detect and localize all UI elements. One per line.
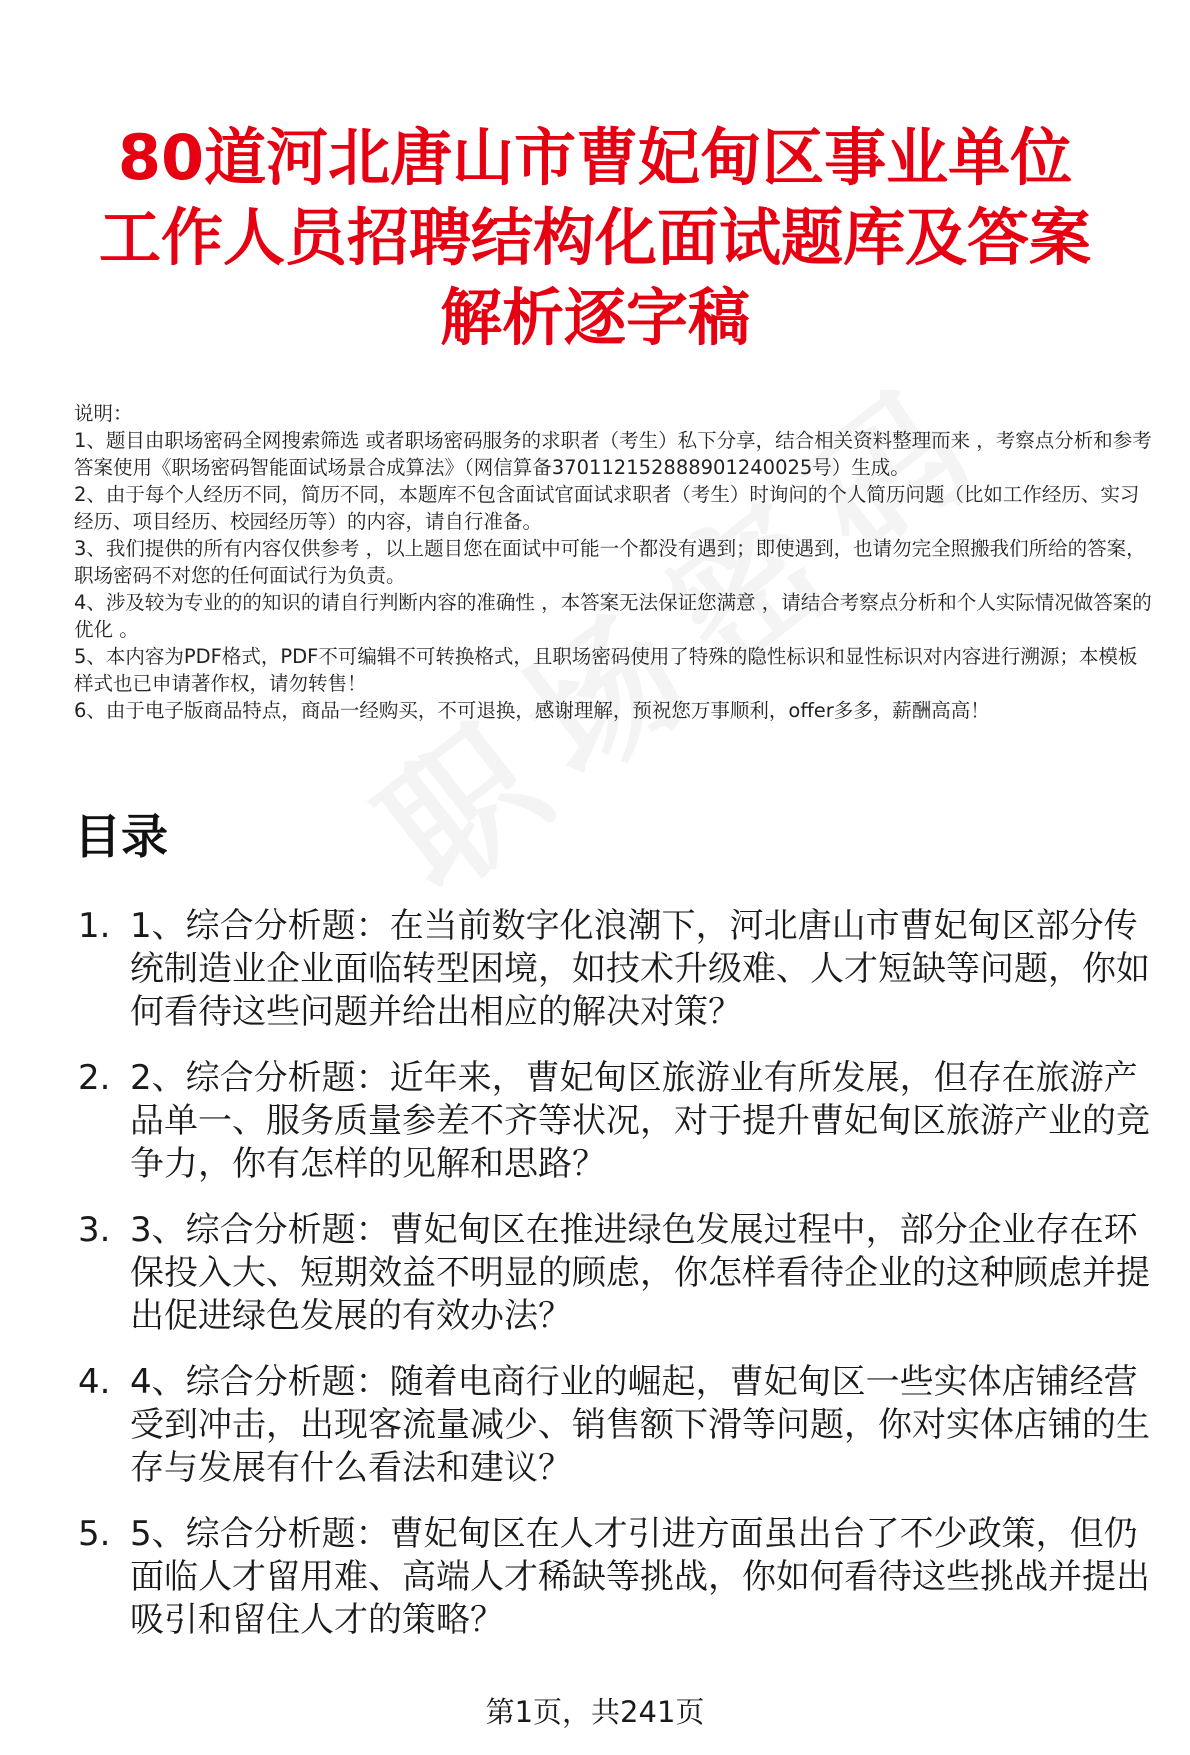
toc-item-text[interactable]: 1、综合分析题：在当前数字化浪潮下，河北唐山市曹妃甸区部分传统制造业企业面临转型困境，如技术升级难、人才短缺等问题，你如何看待这些问题并给出相应的解决对策？ [130, 906, 1150, 1032]
toc-item[interactable] [78, 1209, 1168, 1338]
toc-item-number: 4. [78, 1362, 111, 1402]
toc-item-number: 5. [78, 1514, 111, 1554]
toc-item-text[interactable]: 2、综合分析题：近年来，曹妃甸区旅游业有所发展，但存在旅游产品单一、服务质量参差不齐等状况，对于提升曹妃甸区旅游产业的竞争力，你有怎样的见解和思路？ [130, 1058, 1150, 1184]
toc-item[interactable] [78, 1057, 1168, 1186]
toc-item[interactable] [78, 905, 1168, 1034]
toc-list [78, 905, 1168, 1665]
note-item: 3、我们提供的所有内容仅供参考 ，以上题目您在面试中可能一个都没有遇到；即使遇到，也请勿完全照搬我们所给的答案，职场密码不对您的任何面试行为负责。 [74, 537, 1146, 587]
toc-item-number: 1. [78, 906, 111, 946]
note-item: 1、题目由职场密码全网搜索筛选 或者职场密码服务的求职者（考生）私下分享，结合相关资料整理而来 ，考察点分析和参考答案使用《职场密码智能面试场景合成算法》（网信算备370112152888901240025号）生成。 [74, 429, 1152, 479]
notes-heading: 说明： [74, 402, 133, 425]
notes-section [74, 400, 1154, 724]
toc-item[interactable] [78, 1361, 1168, 1490]
page-footer: 第1页，共241页 [485, 1695, 705, 1729]
toc-item-text[interactable]: 3、综合分析题：曹妃甸区在推进绿色发展过程中，部分企业存在环保投入大、短期效益不明显的顾虑，你怎样看待企业的这种顾虑并提出促进绿色发展的有效办法？ [130, 1210, 1150, 1336]
note-item: 4、涉及较为专业的的知识的请自行判断内容的准确性 ，本答案无法保证您满意 ，请结合考察点分析和个人实际情况做答案的优化 。 [74, 591, 1152, 641]
toc-item-number: 3. [78, 1210, 111, 1250]
note-item: 6、由于电子版商品特点，商品一经购买，不可退换，感谢理解，预祝您万事顺利，offer多多，薪酬高高！ [74, 699, 990, 722]
toc-item-text[interactable]: 4、综合分析题：随着电商行业的崛起，曹妃甸区一些实体店铺经营受到冲击，出现客流量减少、销售额下滑等问题，你对实体店铺的生存与发展有什么看法和建议？ [130, 1362, 1150, 1488]
document-title: 80道河北唐山市曹妃甸区事业单位工作人员招聘结构化面试题库及答案解析逐字稿 [98, 121, 1091, 354]
toc-item-text[interactable]: 5、综合分析题：曹妃甸区在人才引进方面虽出台了不少政策，但仍面临人才留用难、高端人才稀缺等挑战，你如何看待这些挑战并提出吸引和留住人才的策略？ [130, 1514, 1150, 1640]
note-item: 2、由于每个人经历不同，简历不同，本题库不包含面试官面试求职者（考生）时询问的个人简历问题（比如工作经历、实习经历、项目经历、校园经历等）的内容，请自行准备。 [74, 483, 1140, 533]
note-item: 5、本内容为PDF格式，PDF不可编辑不可转换格式，且职场密码使用了特殊的隐性标识和显性标识对内容进行溯源；本模板样式也已申请著作权，请勿转售！ [74, 645, 1138, 695]
toc-item[interactable] [78, 1513, 1168, 1642]
toc-item-number: 2. [78, 1058, 111, 1098]
toc-heading: 目录 [74, 810, 168, 865]
